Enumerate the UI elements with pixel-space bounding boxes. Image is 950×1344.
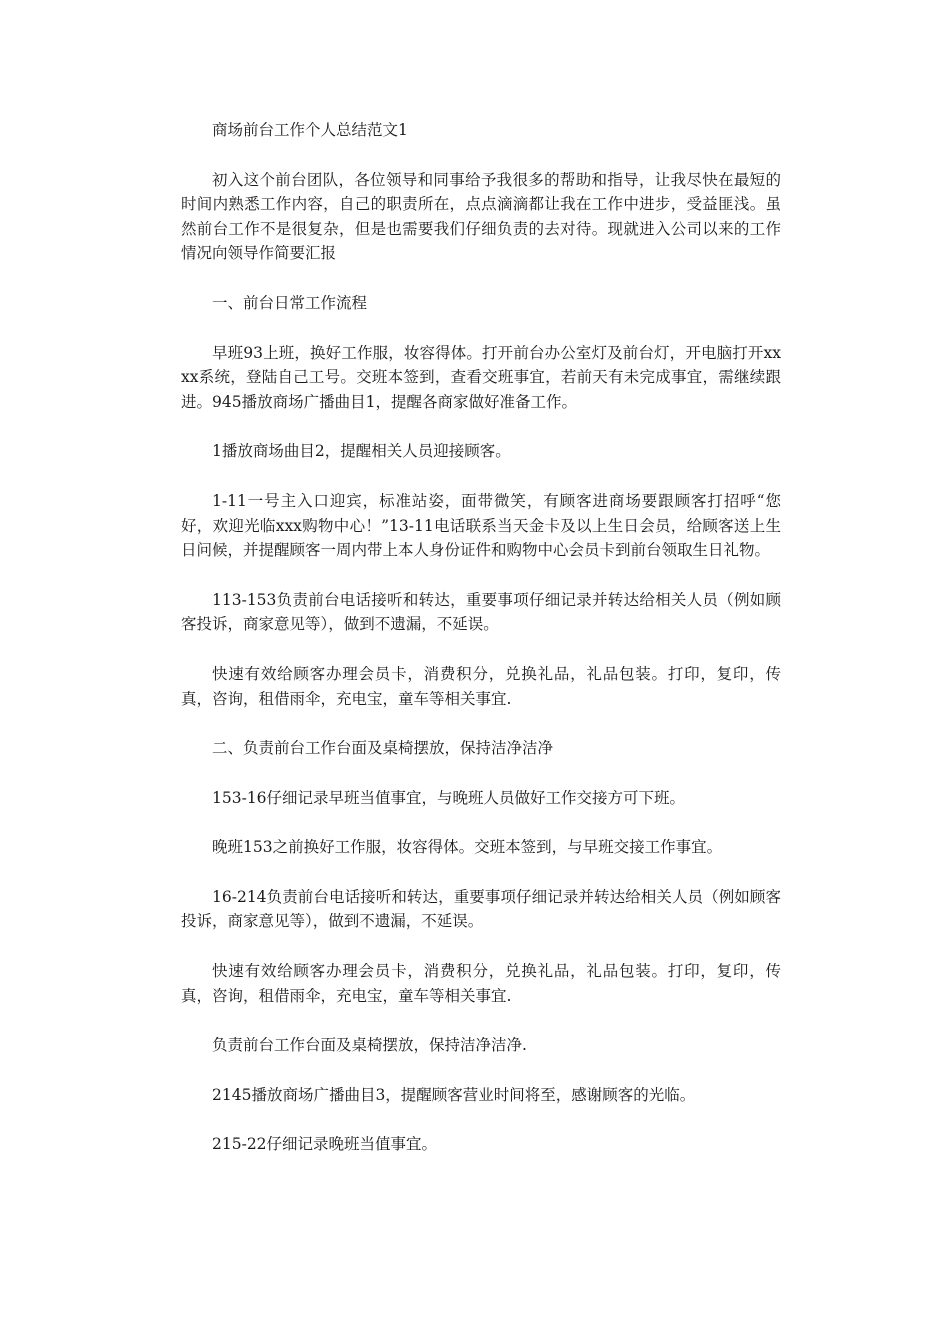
paragraph-morning-shift: 早班93上班，换好工作服，妆容得体。打开前台办公室灯及前台灯，开电脑打开xxxx系统，登陆自己工号。交班本签到，查看交班事宜，若前天有未完成事宜，需继续跟进。945播放商场广播曲目1，提醒各商家做好准备工作。 <box>181 343 781 411</box>
paragraph-music-3: 2145播放商场广播曲目3，提醒顾客营业时间将至，感谢顾客的光临。 <box>212 1085 696 1104</box>
paragraph-desk: 负责前台工作台面及桌椅摆放，保持洁净洁净. <box>212 1036 527 1055</box>
paragraph-music-2: 1播放商场曲目2，提醒相关人员迎接顾客。 <box>212 442 511 461</box>
paragraph-handover: 153-16仔细记录早班当值事宜，与晚班人员做好工作交接方可下班。 <box>212 788 686 807</box>
section-heading-1: 一、前台日常工作流程 <box>212 293 368 312</box>
paragraph-membership-evening: 快速有效给顾客办理会员卡，消费积分，兑换礼品，礼品包装。打印，复印，传真，咨询，租借雨伞，充电宝，童车等相关事宜. <box>181 962 781 1005</box>
paragraph-greeting: 1-11一号主入口迎宾，标准站姿，面带微笑，有顾客进商场要跟顾客打招呼“您好，欢迎光临xxx购物中心！”13-11电话联系当天金卡及以上生日会员，给顾客送上生日问候，并提醒顾客一周内带上本人身份证件和购物中心会员卡到前台领取生日礼物。 <box>181 491 781 560</box>
intro-paragraph: 初入这个前台团队，各位领导和同事给予我很多的帮助和指导，让我尽快在最短的时间内熟悉工作内容，自己的职责所在，点点滴滴都让我在工作中进步，受益匪浅。虽然前台工作不是很复杂，但是也需要我们仔细负责的去对待。现就进入公司以来的工作情况向领导作简要汇报 <box>181 170 781 263</box>
paragraph-evening-record: 215-22仔细记录晚班当值事宜。 <box>212 1135 438 1154</box>
paragraph-evening-shift: 晚班153之前换好工作服，妆容得体。交班本签到，与早班交接工作事宜。 <box>212 838 723 857</box>
document-title: 商场前台工作个人总结范文1 <box>212 121 408 139</box>
section-heading-2: 二、负责前台工作台面及桌椅摆放，保持洁净洁净 <box>212 739 554 758</box>
paragraph-membership-morning: 快速有效给顾客办理会员卡，消费积分，兑换礼品，礼品包装。打印，复印，传真，咨询，租借雨伞，充电宝，童车等相关事宜. <box>181 664 781 708</box>
paragraph-phone-evening: 16-214负责前台电话接听和转达，重要事项仔细记录并转达给相关人员（例如顾客投诉，商家意见等），做到不遗漏，不延误。 <box>181 887 781 931</box>
document-body <box>181 118 781 1182</box>
paragraph-phone-morning: 113-153负责前台电话接听和转达，重要事项仔细记录并转达给相关人员（例如顾客投诉，商家意见等），做到不遗漏，不延误。 <box>181 590 781 634</box>
